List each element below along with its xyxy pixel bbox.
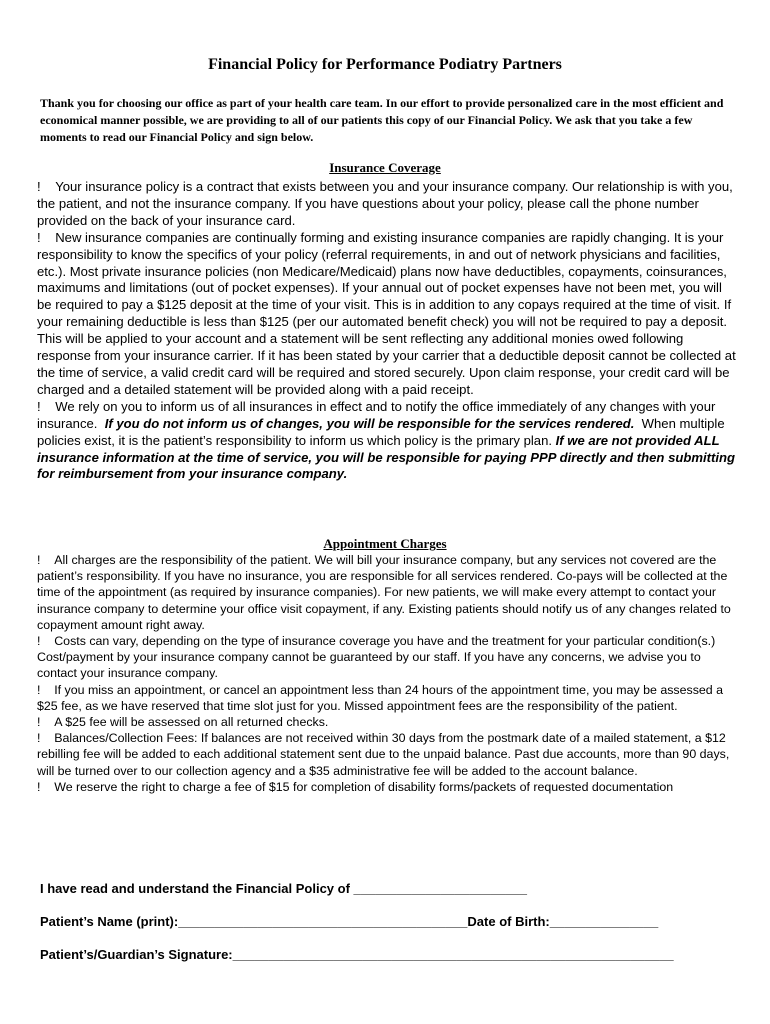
appointment-paragraph-5: ! Balances/Collection Fees: If balances are not received within 30 days from the postmark date of a mailed statement, a $12 rebilling fee will be added to each additional statement sent due to the unpaid balance. Past due accounts, more than 90 days, will be turned over to our collection agency and a $35 administrative fee will be added to the account balance. bbox=[37, 731, 730, 778]
appointment-charges-section bbox=[37, 552, 737, 795]
insurance-coverage-heading: Insurance Coverage bbox=[329, 160, 441, 175]
insurance-coverage-section bbox=[37, 179, 737, 483]
acknowledgement-line[interactable]: I have read and understand the Financial Policy of ________________________ bbox=[40, 881, 528, 896]
bullet-marker: ! bbox=[37, 179, 41, 194]
insurance-paragraph-2: ! New insurance companies are continually forming and existing insurance companies are rapidly changing. It is your responsibility to know the specifics of your policy (referral requirements, in and out of network physicians and facilities, etc.). Most private insurance policies (non Medicare/Medicaid) plans now have deductibles, copayments, coinsurances, maximums and limitations (out of pocket expenses). If your annual out of pocket expenses have not been met, you will be required to pay a $125 deposit at the time of your visit. This is in addition to any copays required at the time of visit. If your remaining deductible is less than $125 (per our automated benefit check) you will not be required to pay a deposit. This will be applied to your account and a statement will be sent reflecting any additional monies owed following response from your insurance carrier. If it has been stated by your carrier that a deductible deposit cannot be collected at the time of service, a valid credit card will be required and stored securely. Upon claim response, your credit card will be charged and a detailed statement will be provided along with a paid receipt. bbox=[37, 229, 736, 397]
appointment-paragraph-2: ! Costs can vary, depending on the type of insurance coverage you have and the treatment for your particular condition(s.) Cost/payment by your insurance company cannot be guaranteed by our staff. If you have any concerns, we advise you to contact your insurance company. bbox=[37, 634, 716, 681]
insurance-paragraph-3: ! We rely on you to inform us of all insurances in effect and to notify the office immediately of any changes with your insurance. If you do not inform us of changes, you will be responsible for the services rendered. When multiple policies exist, it is the patient’s responsibility to inform us which policy is the primary plan. If we are not provided ALL insurance information at the time of service, you will be responsible for paying PPP directly and then submitting for reimbursement from your insurance company. bbox=[37, 398, 735, 482]
appointment-charges-heading: Appointment Charges bbox=[323, 536, 447, 551]
insurance-paragraph-1: ! Your insurance policy is a contract that exists between you and your insurance company. Our relationship is with you, the patient, and not the insurance company. If you have questions about your policy, please call the phone number provided on the back of your insurance card. bbox=[37, 179, 733, 228]
guardian-signature-line[interactable]: Patient’s/Guardian’s Signature:_____________________________________________________________ bbox=[40, 947, 674, 962]
intro-paragraph: Thank you for choosing our office as part of your health care team. In our effort to provide personalized care in the most efficient and economical manner possible, we are providing to all of our patients this copy of our Financial Policy. We ask that you take a few moments to read our Financial Policy and sign below. bbox=[40, 96, 724, 144]
bullet-marker: ! bbox=[37, 715, 41, 730]
insurance-information-warning: If we are not provided ALL insurance information at the time of service, you will be responsible for paying PPP directly and then submitting for reimbursement from your insurance company. bbox=[37, 432, 735, 482]
bullet-marker: ! bbox=[37, 682, 41, 697]
notify-changes-warning: If you do not inform us of changes, you will be responsible for the services rendered. bbox=[104, 415, 635, 431]
bullet-marker: ! bbox=[37, 779, 41, 794]
appointment-paragraph-6: ! We reserve the right to charge a fee of $15 for completion of disability forms/packets of requested documentation bbox=[37, 779, 674, 794]
bullet-marker: ! bbox=[37, 398, 41, 414]
page-title: Financial Policy for Performance Podiatry Partners bbox=[208, 56, 562, 73]
appointment-paragraph-1: ! All charges are the responsibility of the patient. We will bill your insurance company, but any services not covered are the patient’s responsibility. If you have no insurance, you are responsible for all services rendered. Co-pays will be collected at the time of the appointment (as required by insurance companies). For new patients, we will make every attempt to contact your insurance company to determine your office visit copayment, if any. Existing patients should notify us of any changes related to copayment amount right away. bbox=[37, 553, 731, 632]
appointment-paragraph-3: ! If you miss an appointment, or cancel an appointment less than 24 hours of the appointment time, you may be assessed a $25 fee, as we have reserved that time slot just for you. Missed appointment fees are the responsibility of the patient. bbox=[37, 682, 724, 713]
bullet-marker: ! bbox=[37, 731, 41, 746]
bullet-marker: ! bbox=[37, 634, 41, 649]
appointment-paragraph-4: ! A $25 fee will be assessed on all returned checks. bbox=[37, 715, 329, 730]
bullet-marker: ! bbox=[37, 229, 41, 245]
bullet-marker: ! bbox=[37, 553, 41, 567]
patient-name-and-dob-line[interactable]: Patient’s Name (print):________________________________________Date of Birth:_______________ bbox=[40, 914, 659, 929]
